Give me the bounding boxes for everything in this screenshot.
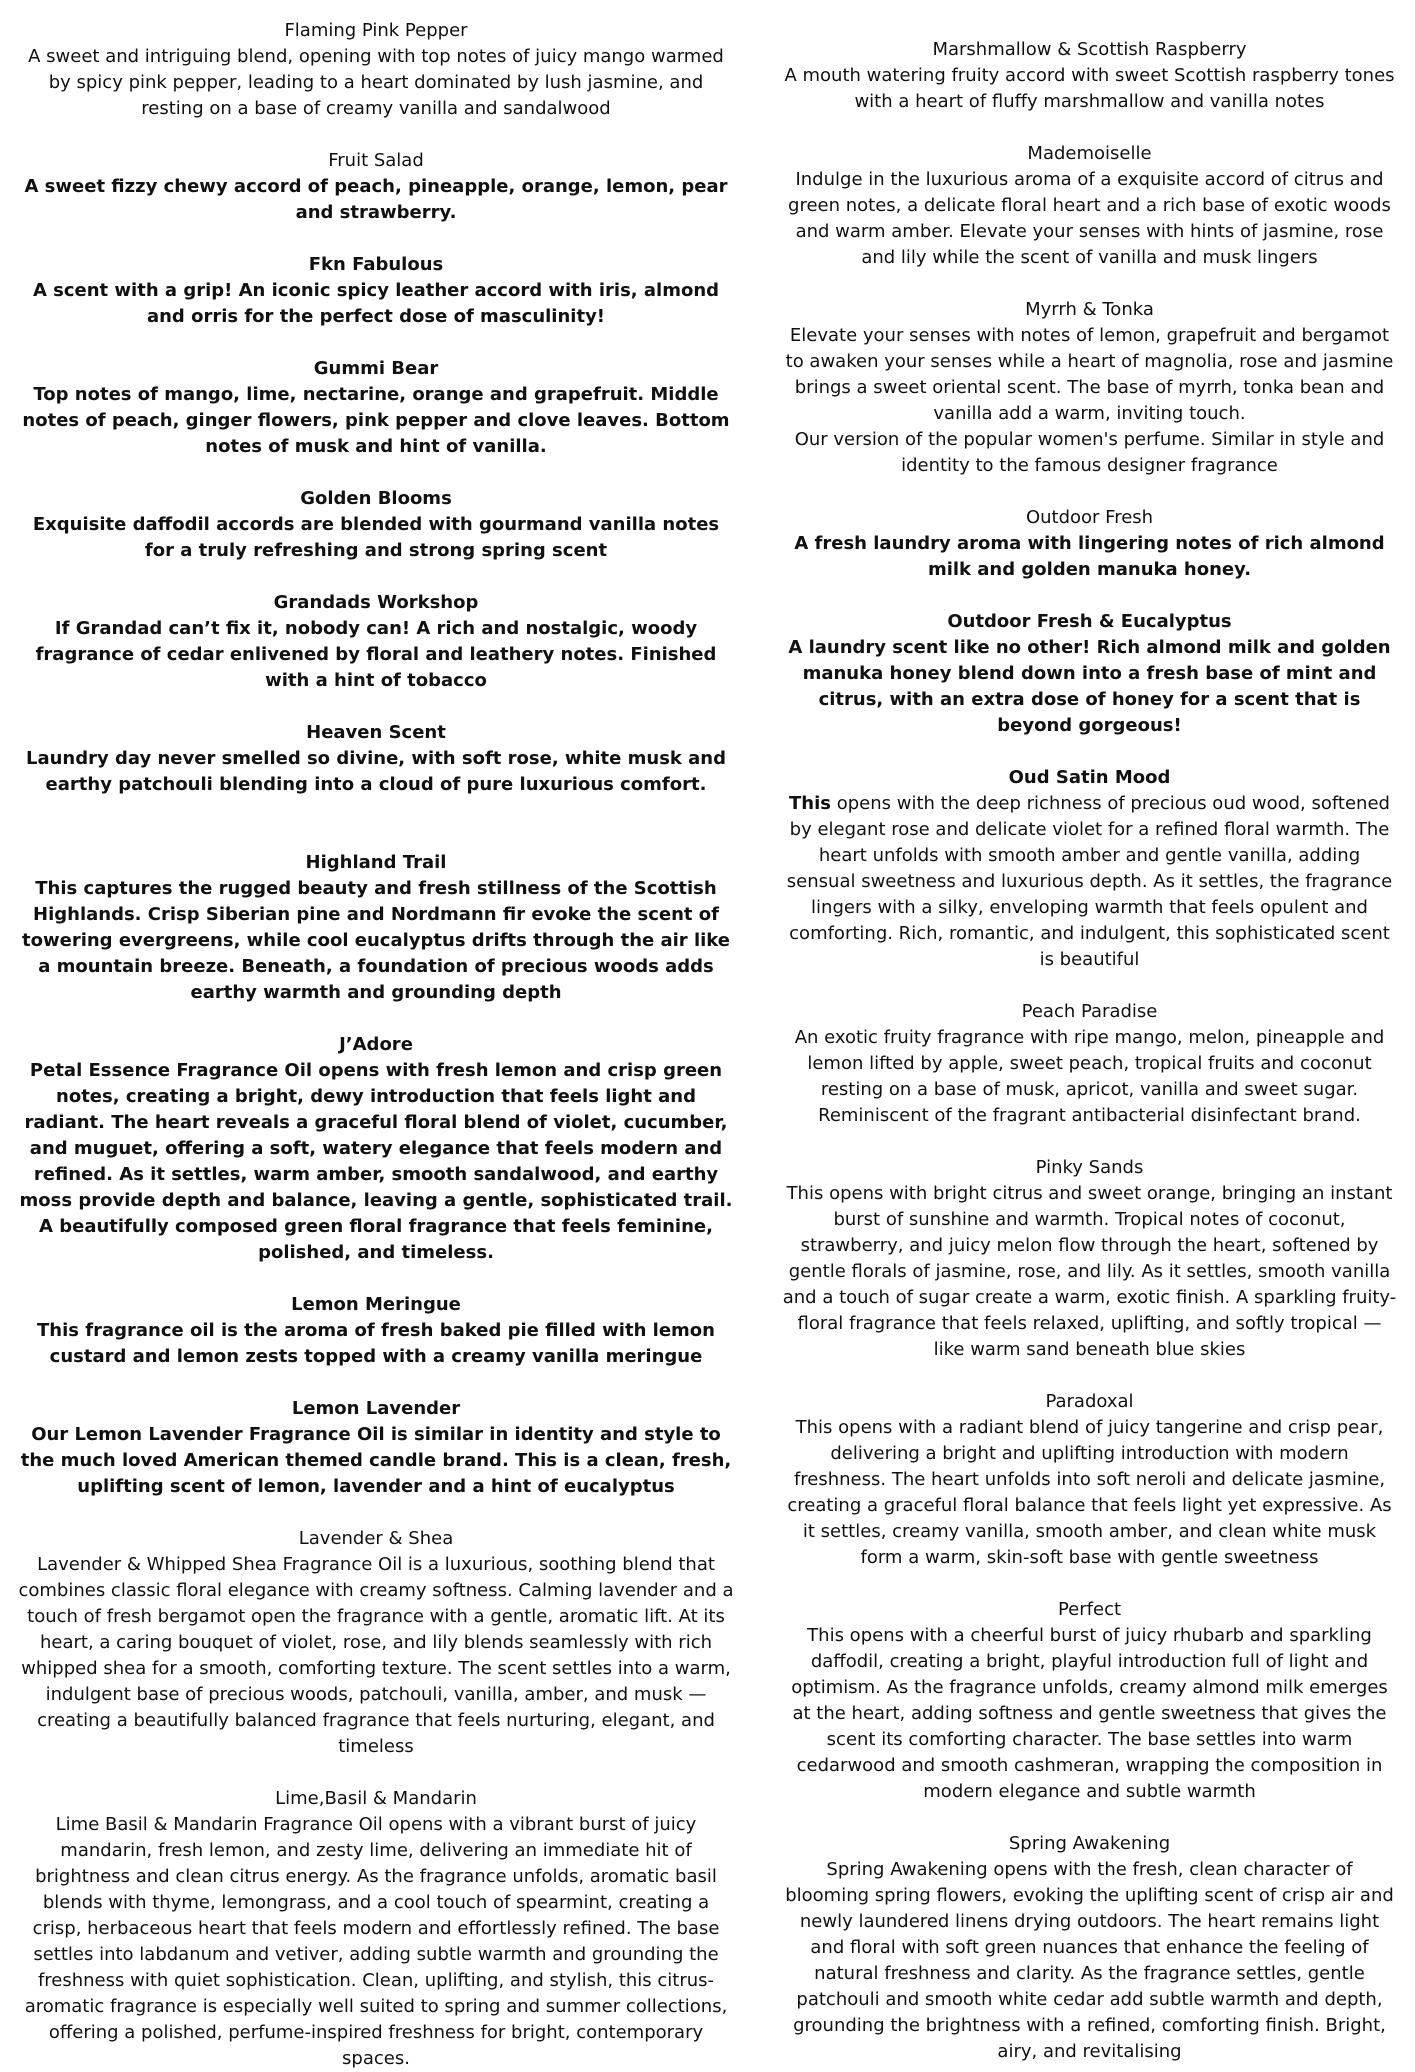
entry-oud-satin-mood <box>782 765 1397 973</box>
entry-description: Exquisite daffodil accords are blended with gourmand vanilla notes for a truly refreshing and strong spring scent <box>32 514 720 561</box>
entry-description: A fresh laundry aroma with lingering notes of rich almond milk and golden manuka honey. <box>794 533 1385 580</box>
entry-title: Lavender & Shea <box>298 1528 454 1549</box>
entry-description <box>782 791 1397 973</box>
entry-description: Indulge in the luxurious aroma of a exquisite accord of citrus and green notes, a delicate floral heart and a rich base of exotic woods and warm amber. Elevate your senses with hints of jasmine, rose and lily while the scent of vanilla and musk lingers <box>788 169 1391 268</box>
entry-perfect <box>782 1597 1397 1805</box>
entry-title: Fruit Salad <box>328 150 424 171</box>
entry-title: Fkn Fabulous <box>308 254 444 275</box>
entry-heaven-scent <box>16 720 736 798</box>
entry-description: A laundry scent like no other! Rich almond milk and golden manuka honey blend down into a fresh base of mint and citrus, with an extra dose of honey for a scent that is beyond gorgeous! <box>788 637 1391 736</box>
entry-description-note: Our version of the popular women's perfume. Similar in style and identity to the famous designer fragrance <box>794 429 1385 476</box>
entry-highland-trail <box>16 850 736 1006</box>
entry-spring-awakening <box>782 1831 1397 2065</box>
entry-title: Pinky Sands <box>1035 1157 1144 1178</box>
entry-description: A scent with a grip! An iconic spicy leather accord with iris, almond and orris for the perfect dose of masculinity! <box>32 280 720 327</box>
entry-title: Highland Trail <box>305 852 447 873</box>
entry-lime-basil-mandarin <box>16 1786 736 2072</box>
entry-fkn-fabulous <box>16 252 736 330</box>
entry-gummi-bear <box>16 356 736 460</box>
entry-myrrh-tonka <box>782 297 1397 479</box>
entry-grandads-workshop <box>16 590 736 694</box>
entry-mademoiselle <box>782 141 1397 271</box>
entry-title: Mademoiselle <box>1027 143 1152 164</box>
entry-title: Outdoor Fresh & Eucalyptus <box>947 611 1232 632</box>
left-column <box>16 18 736 2072</box>
right-column <box>782 37 1397 2065</box>
entry-description: Petal Essence Fragrance Oil opens with fresh lemon and crisp green notes, creating a bright, dewy introduction that feels light and radiant. The heart reveals a graceful floral blend of violet, cucumber, and muguet, offering a soft, watery elegance that feels modern and refined. As it settles, warm amber, smooth sandalwood, and earthy moss provide depth and balance, leaving a gentle, sophisticated trail. A beautifully composed green floral fragrance that feels feminine, polished, and timeless. <box>19 1060 733 1263</box>
entry-outdoor-fresh <box>782 505 1397 583</box>
entry-title: Lime,Basil & Mandarin <box>275 1788 477 1809</box>
entry-jadore <box>16 1032 736 1266</box>
entry-description: A mouth watering fruity accord with sweet Scottish raspberry tones with a heart of fluffy marshmallow and vanilla notes <box>784 65 1395 112</box>
entry-description: A sweet fizzy chewy accord of peach, pineapple, orange, lemon, pear and strawberry. <box>24 176 728 223</box>
entry-fruit-salad <box>16 148 736 226</box>
entry-description: This opens with a radiant blend of juicy tangerine and crisp pear, delivering a bright and uplifting introduction with modern freshness. The heart unfolds into soft neroli and delicate jasmine, creating a graceful floral balance that feels light yet expressive. As it settles, creamy vanilla, smooth amber, and clean white musk form a warm, skin-soft base with gentle sweetness <box>787 1417 1392 1568</box>
entry-description: This fragrance oil is the aroma of fresh baked pie filled with lemon custard and lemon zests topped with a creamy vanilla meringue <box>37 1320 715 1367</box>
entry-golden-blooms <box>16 486 736 564</box>
entry-description: This opens with a cheerful burst of juicy rhubarb and sparkling daffodil, creating a bright, playful introduction full of light and optimism. As the fragrance unfolds, creamy almond milk emerges at the heart, adding softness and gentle sweetness that gives the scent its comforting character. The base settles into warm cedarwood and smooth cashmeran, wrapping the composition in modern elegance and subtle warmth <box>791 1625 1388 1802</box>
entry-description: Lavender & Whipped Shea Fragrance Oil is a luxurious, soothing blend that combines classic floral elegance with creamy softness. Calming lavender and a touch of fresh bergamot open the fragrance with a gentle, aromatic lift. At its heart, a caring bouquet of violet, rose, and lily blends seamlessly with rich whipped shea for a smooth, comforting texture. The scent settles into a warm, indulgent base of precious woods, patchouli, vanilla, amber, and musk — creating a beautifully balanced fragrance that feels nurturing, elegant, and timeless <box>18 1554 734 1757</box>
entry-title: Marshmallow & Scottish Raspberry <box>932 39 1247 60</box>
entry-lavender-shea <box>16 1526 736 1760</box>
entry-description: An exotic fruity fragrance with ripe mango, melon, pineapple and lemon lifted by apple, sweet peach, tropical fruits and coconut resting on a base of musk, apricot, vanilla and sweet sugar. Reminiscent of the fragrant antibacterial disinfectant brand. <box>794 1027 1385 1126</box>
entry-title: Golden Blooms <box>300 488 452 509</box>
entry-description: This opens with bright citrus and sweet orange, bringing an instant burst of sunshine and warmth. Tropical notes of coconut, strawberry, and juicy melon flow through the heart, softened by gentle florals of jasmine, rose, and lily. As it settles, smooth vanilla and a touch of sugar create a warm, exotic finish. A sparkling fruity-floral fragrance that feels relaxed, uplifting, and softly tropical — like warm sand beneath blue skies <box>782 1183 1397 1360</box>
entry-peach-paradise <box>782 999 1397 1129</box>
entry-title: Peach Paradise <box>1021 1001 1158 1022</box>
entry-title: J’Adore <box>339 1034 413 1055</box>
entry-outdoor-fresh-eucalyptus <box>782 609 1397 739</box>
entry-title: Lemon Meringue <box>291 1294 461 1315</box>
entry-description: Our Lemon Lavender Fragrance Oil is similar in identity and style to the much loved American themed candle brand. This is a clean, fresh, uplifting scent of lemon, lavender and a hint of eucalyptus <box>20 1424 732 1497</box>
entry-title: Heaven Scent <box>306 722 446 743</box>
entry-title: Outdoor Fresh <box>1025 507 1154 528</box>
entry-lemon-lavender <box>16 1396 736 1500</box>
entry-description: A sweet and intriguing blend, opening with top notes of juicy mango warmed by spicy pink pepper, leading to a heart dominated by lush jasmine, and resting on a base of creamy vanilla and sandalwood <box>28 46 724 119</box>
entry-description: Lime Basil & Mandarin Fragrance Oil opens with a vibrant burst of juicy mandarin, fresh lemon, and zesty lime, delivering an immediate hit of brightness and clean citrus energy. As the fragrance unfolds, aromatic basil blends with thyme, lemongrass, and a cool touch of spearmint, creating a crisp, herbaceous heart that feels modern and effortlessly refined. The base settles into labdanum and vetiver, adding subtle warmth and grounding the freshness with quiet sophistication. Clean, uplifting, and stylish, this citrus-aromatic fragrance is especially well suited to spring and summer collections, offering a polished, perfume-inspired freshness for bright, contemporary spaces. <box>24 1814 728 2069</box>
entry-pinky-sands <box>782 1155 1397 1363</box>
entry-marshmallow-raspberry <box>782 37 1397 115</box>
entry-description: If Grandad can’t fix it, nobody can! A rich and nostalgic, woody fragrance of cedar enlivened by floral and leathery notes. Finished with a hint of tobacco <box>35 618 717 691</box>
entry-description-body: opens with the deep richness of precious oud wood, softened by elegant rose and delicate violet for a refined floral warmth. The heart unfolds with smooth amber and gentle vanilla, adding sensual sweetness and luxurious depth. As it settles, the fragrance lingers with a silky, enveloping warmth that feels opulent and comforting. Rich, romantic, and indulgent, this sophisticated scent is beautiful <box>786 793 1393 970</box>
entry-description: Laundry day never smelled so divine, with soft rose, white musk and earthy patchouli blending into a cloud of pure luxurious comfort. <box>26 748 726 795</box>
entry-title: Lemon Lavender <box>291 1398 461 1419</box>
entry-title: Paradoxal <box>1045 1391 1134 1412</box>
entry-description: Spring Awakening opens with the fresh, clean character of blooming spring flowers, evoking the uplifting scent of crisp air and newly laundered linens drying outdoors. The heart remains light and floral with soft green nuances that enhance the feeling of natural freshness and clarity. As the fragrance settles, gentle patchouli and smooth white cedar add subtle warmth and depth, grounding the brightness with a refined, comforting finish. Bright, airy, and revitalising <box>785 1859 1394 2062</box>
entry-title: Oud Satin Mood <box>1008 767 1171 788</box>
entry-paradoxal <box>782 1389 1397 1571</box>
entry-title: Gummi Bear <box>313 358 439 379</box>
entry-title: Myrrh & Tonka <box>1025 299 1154 320</box>
entry-flaming-pink-pepper <box>16 18 736 122</box>
entry-title: Grandads Workshop <box>273 592 479 613</box>
entry-description-lead: This <box>789 793 832 814</box>
entry-description: This captures the rugged beauty and fresh stillness of the Scottish Highlands. Crisp Siberian pine and Nordmann fir evoke the scent of towering evergreens, while cool eucalyptus drifts through the air like a mountain breeze. Beneath, a foundation of precious woods adds earthy warmth and grounding depth <box>22 878 730 1003</box>
entry-title: Spring Awakening <box>1008 1833 1171 1854</box>
entry-lemon-meringue <box>16 1292 736 1370</box>
entry-title: Perfect <box>1057 1599 1122 1620</box>
entry-title: Flaming Pink Pepper <box>284 20 468 41</box>
entry-description: Top notes of mango, lime, nectarine, orange and grapefruit. Middle notes of peach, ginger flowers, pink pepper and clove leaves. Bottom notes of musk and hint of vanilla. <box>22 384 730 457</box>
entry-description: Elevate your senses with notes of lemon, grapefruit and bergamot to awaken your senses while a heart of magnolia, rose and jasmine brings a sweet oriental scent. The base of myrrh, tonka bean and vanilla add a warm, inviting touch. <box>785 325 1394 424</box>
